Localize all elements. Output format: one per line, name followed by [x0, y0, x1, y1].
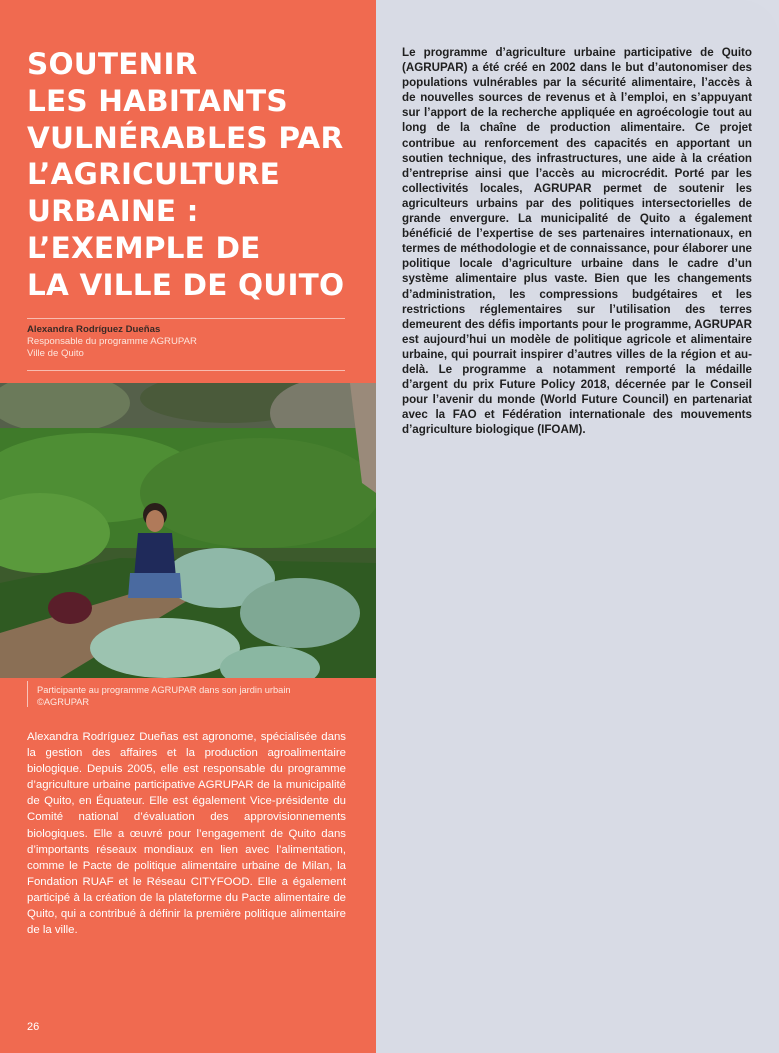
caption-text: Participante au programme AGRUPAR dans son jardin urbain [37, 685, 291, 695]
title-line: SOUTENIR [27, 47, 198, 81]
author-biography: Alexandra Rodríguez Dueñas est agronome, spécialisée dans la gestion des affaires et la production agroalimentaire biologique. Depuis 2005, elle est responsable du programme d’agriculture urbaine participative AGRUPAR de la municipalité de Quito, en Équateur. Elle est également Vice-présidente du Comité national d’évaluation des approvisionnements biologiques. Elle a œuvré pour l’engagement de Quito dans d’importants réseaux mondiaux en lien avec l’alimentation, comme le Pacte de politique alimentaire urbaine de Milan, la Fondation RUAF et le Réseau CITYFOOD. Elle a également participé à la création de la plateforme du Pacte alimentaire de Quito, qui a contribué à définir la première politique alimentaire de la ville. [27, 731, 346, 937]
author-name: Alexandra Rodríguez Dueñas [27, 324, 161, 335]
title-line: LES HABITANTS [27, 83, 288, 118]
divider-bottom [27, 370, 345, 371]
title-line: URBAINE : [27, 194, 199, 229]
main-article-text: Le programme d’agriculture urbaine participative de Quito (AGRUPAR) a été créé en 2002 dans le but d’autonomiser des populations vulnérables par la sécurité alimentaire, l’accès à de nouvelles sources de revenus et à l’emploi, en s’appuyant sur l’apport de la recherche appliquée en agroécologie tout au long de la chaîne de production alimentaire. Ce projet contribue au renforcement des capacités en apportant un soutien technique, des infrastructures, une aide à la création d’entreprise ainsi que l’accès au microcrédit. Porté par les collectivités locales, AGRUPAR permet de soutenir les agriculteurs urbains par des politiques intersectorielles de grande envergure. La municipalité de Quito a également bénéficié de l’expertise de ses partenaires internationaux, en termes de méthodologie et de connaissance, pour élaborer une politique locale d’agriculture urbaine dans le cadre d’un système alimentaire plus vaste. Bien que les changements d’administration, les compressions budgétaires et les restrictions réglementaires sur l’utilisation des terres demeurent des défis importants pour le programme, AGRUPAR est aujourd’hui un modèle de politique agricole et alimentaire urbaine, qui pourrait inspirer d’autres villes de la région et au-delà. Le programme a notamment remporté la médaille d’argent du prix Future Policy 2018, décernée par le Conseil pour l’avenir du monde (World Future Council) en partenariat avec la FAO et Fédération internationale des mouvements d’agriculture biologique (IFOAM). [402, 46, 752, 437]
author-role: Responsable du programme AGRUPAR [27, 335, 197, 347]
title-line: VULNÉRABLES PAR [27, 120, 344, 155]
page-number: 26 [27, 1021, 40, 1033]
title-line: L’AGRICULTURE [27, 157, 281, 192]
title-line: L’EXEMPLE DE [27, 230, 261, 265]
photo-caption [37, 685, 357, 708]
garden-photo [0, 383, 376, 678]
title-line: LA VILLE DE QUITO [27, 267, 345, 302]
author-block [27, 324, 347, 359]
caption-marker [27, 681, 28, 707]
garden-photo-illustration [0, 383, 376, 678]
caption-credit: ©AGRUPAR [37, 696, 90, 707]
divider-top [27, 318, 345, 319]
page-title [27, 46, 357, 304]
author-organization: Ville de Quito [27, 347, 84, 359]
